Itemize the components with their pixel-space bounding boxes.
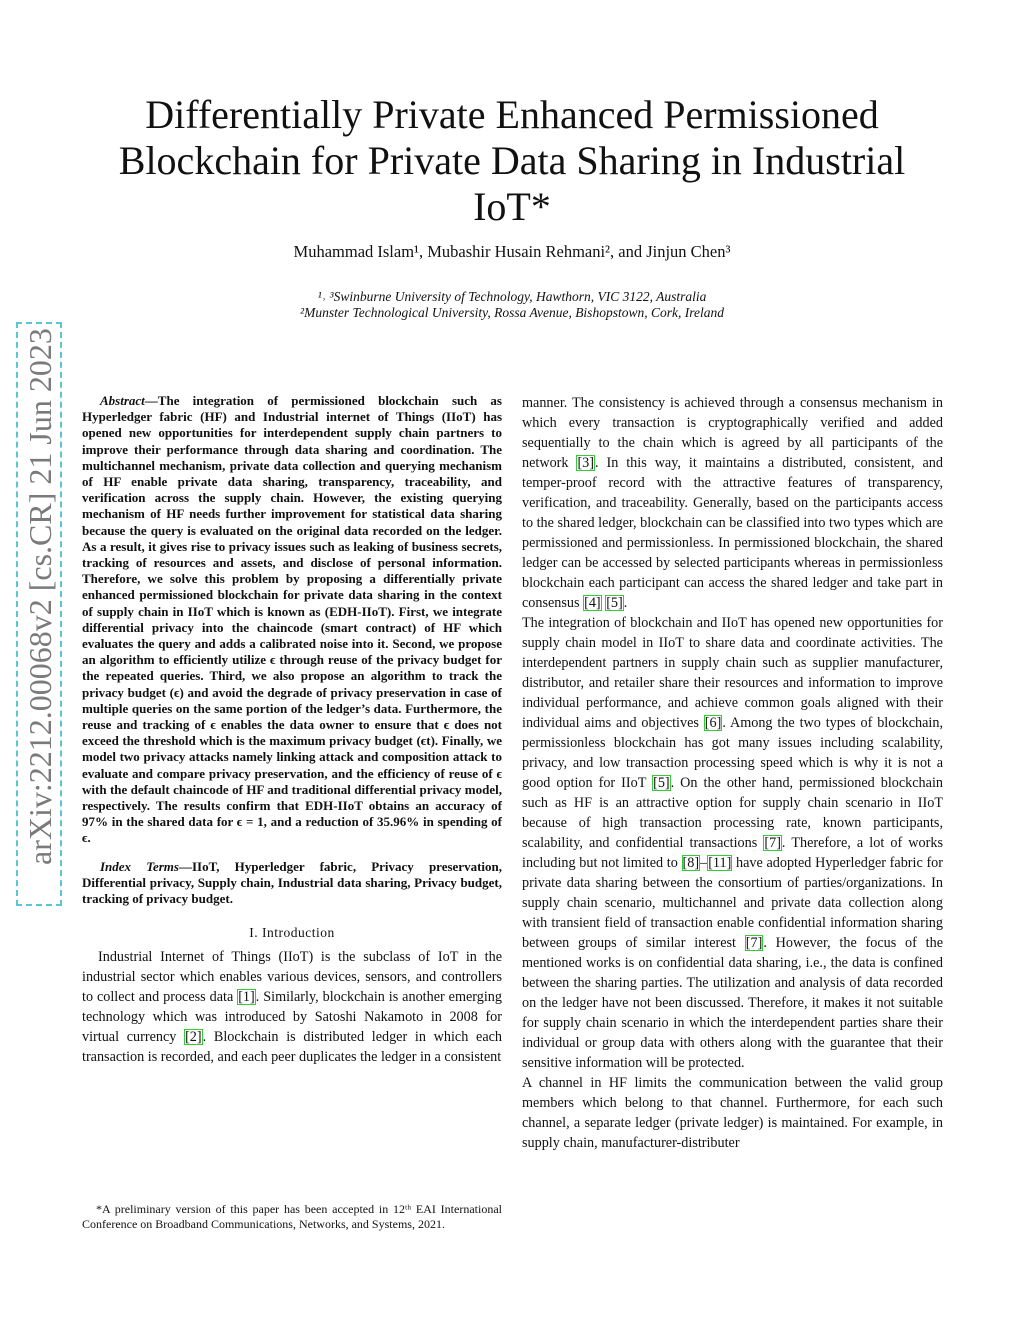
footnote: *A preliminary version of this paper has been accepted in 12ᵗʰ EAI International Conference on Broadband Communications, Networks, and Systems, 2021. [82,1202,502,1231]
citation-link[interactable]: [7] [745,935,763,951]
arxiv-watermark: arXiv:2212.00068v2 [cs.CR] 21 Jun 2023 [22,328,58,865]
section-heading-introduction: I. Introduction [249,925,335,941]
paper-title: Differentially Private Enhanced Permissioned Blockchain for Private Data Sharing in Industrial IoT* [118,92,906,229]
abstract-text: —The integration of permissioned blockchain such as Hyperledger fabric (HF) and Industrial internet of Things (IIoT) has opened new opportunities for interdependent supply chain partners to improve their performance through data sharing and coordination. The multichannel mechanism, private data collection and querying mechanism of HF enable private data sharing, transparency, traceability, and verification across the supply chain. However, the existing querying mechanism of HF needs further improvement for statistical data sharing because the query is evaluated on the original data recorded on the ledger. As a result, it gives rise to privacy issues such as leaking of business secrets, tracking of resources and assets, and disclose of personal information. Therefore, we solve this problem by proposing a differentially private enhanced permissioned blockchain for private data sharing in the context of supply chain in IIoT which is known as (EDH-IIoT). First, we integrate differential privacy into the chaincode (smart contract) of HF which evaluates the query and adds a calibrated noise into it. Second, we propose an algorithm to efficiently utilize ϵ through reuse of the privacy budget for the repeated queries. Third, we also propose an algorithm to track the privacy budget (ϵ) and avoid the degrade of privacy preservation in case of multiple queries on the same portion of the ledger’s data. Furthermore, the reuse and tracking of ϵ enables the data owner to ensure that ϵ does not exceed the threshold which is the maximum privacy budget (ϵt). Finally, we model two privacy attacks namely linking attack and composition attack to evaluate and compare privacy preservation, and the efficiency of reuse of ϵ with the default chaincode of HF and traditional differential privacy model, respectively. The results confirm that EDH-IIoT obtains an accuracy of 97% in the shared data for ϵ = 1, and a reduction of 35.96% in spending of ϵ. [82,393,502,846]
citation-link[interactable]: [5] [653,775,670,791]
index-terms [82,859,502,908]
intro-paragraph-1-continued: manner. The consistency is achieved through a consensus mechanism in which every transaction is cryptographically verified and added sequentially to the chain which is agreed by all participants of the network [3]. In this way, it maintains a distributed, consistent, and temper-proof record with the attractive features of transparency, verification, and traceability. Generally, based on the participants access to the shared ledger, blockchain can be classified into two types which are permissioned and permissionless. In permissioned blockchain, the shared ledger can be accessed by selected participants whereas in permissionless blockchain each participant can access the shared ledger and take part in consensus [4] [5]. [522,395,943,611]
citation-link[interactable]: [8] [682,855,700,871]
left-column [82,393,502,1067]
abstract-label: Abstract [100,393,145,408]
intro-paragraph-1: Industrial Internet of Things (IIoT) is the subclass of IoT in the industrial sector which enables various devices, sensors, and controllers to collect and process data [1]. Similarly, blockchain is another emerging technology which was introduced by Satoshi Nakamoto in 2008 for virtual currency [2]. Blockchain is distributed ledger in which each transaction is recorded, and each peer duplicates the ledger in a consistent [82,949,503,1066]
citation-link[interactable]: [3] [577,455,594,471]
affiliations [90,289,934,321]
right-column [522,393,943,1153]
affiliation-1: ¹˒ ³Swinburne University of Technology, Hawthorn, VIC 3122, Australia [317,289,707,304]
citation-link[interactable]: [7] [764,835,781,851]
citation-link[interactable]: [1] [238,989,255,1006]
index-terms-text: —IIoT, Hyperledger fabric, Privacy preservation, Differential privacy, Supply chain, Industrial data sharing, Privacy budget, tracking of privacy budget. [82,858,502,907]
citation-link[interactable]: [11] [708,855,732,871]
abstract [82,393,502,847]
citation-link[interactable]: [6] [704,715,722,731]
index-terms-label: Index Terms [100,858,179,874]
author-list: Muhammad Islam¹, Mubashir Husain Rehmani², and Jinjun Chen³ [293,242,731,261]
affiliation-2: ²Munster Technological University, Rossa Avenue, Bishopstown, Cork, Ireland [300,305,724,320]
citation-link[interactable]: [5] [606,595,623,611]
citation-link[interactable]: [2] [185,1029,202,1046]
intro-paragraph-2: The integration of blockchain and IIoT has opened new opportunities for supply chain model in IIoT to share data and coordinate activities. The interdependent partners in supply chain such as supplier manufacturer, distributor, and retailer share their resources and information to improve individual performance, and achieve common goals aligned with their individual aims and objectives [6]. Among the two types of blockchain, permissionless blockchain has got many issues including scalability, privacy, and low transaction processing speed which is why it is not a good option for IIoT [5]. On the other hand, permissioned blockchain such as HF is an attractive option for supply chain scenario in IIoT because of high transaction processing rate, known participants, scalability, and confidential transactions [7]. Therefore, a lot of works including but not limited to [8]–[11] have adopted Hyperledger fabric for private data sharing between the consortium of parties/organizations. In supply chain scenario, multichannel and private data collection along with transient field of transaction enable confidential information sharing between groups of similar interest [7]. However, the focus of the mentioned works is on confidential data sharing, i.e., the data is confined between the sharing parties. The utilization and analysis of data recorded on the ledger have not been discussed. Therefore, it makes it not suitable for supply chain scenario in which the interdependent parties share their individual or group data with others along with the guarantee that their sensitive information will be protected. [522,615,943,1071]
intro-paragraph-3: A channel in HF limits the communication between the valid group members which belong to that channel. Furthermore, for each such channel, a separate ledger (private ledger) is maintained. For example, in supply chain, manufacturer-distributer [522,1075,943,1151]
citation-link[interactable]: [4] [584,595,601,611]
